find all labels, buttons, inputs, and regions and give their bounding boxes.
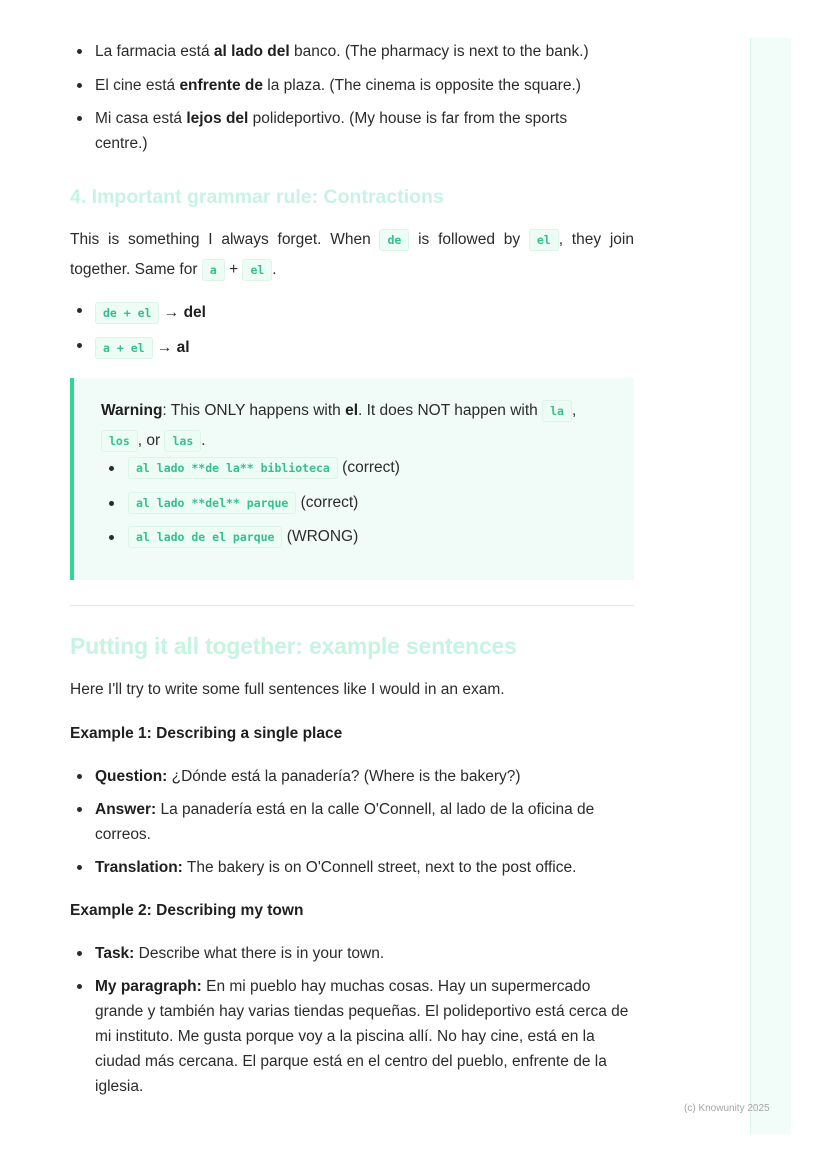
inline-code: al lado de el parque bbox=[128, 526, 282, 548]
inline-code: el bbox=[242, 259, 272, 281]
list-item bbox=[70, 73, 630, 98]
warning-body: , bbox=[571, 402, 577, 419]
item-label: Answer: bbox=[95, 801, 157, 818]
list-item bbox=[103, 520, 623, 555]
inline-code: los bbox=[101, 430, 138, 452]
item-text: The bakery is on O'Connell street, next to the post office. bbox=[182, 859, 577, 876]
item-label: Translation: bbox=[95, 859, 183, 876]
item-label: Question: bbox=[95, 768, 168, 785]
warning-body: , or bbox=[137, 432, 165, 449]
inline-code: al lado **de la** biblioteca bbox=[128, 457, 338, 479]
warning-text bbox=[101, 396, 621, 456]
list-item bbox=[70, 764, 630, 789]
para-text: , they join together. Same for bbox=[70, 231, 634, 278]
contractions-paragraph bbox=[70, 225, 634, 285]
item-text: La panadería está en la calle O'Connell, al lado de la oficina de correos. bbox=[95, 801, 595, 843]
list-item bbox=[70, 106, 595, 156]
item-bold: al lado del bbox=[213, 43, 290, 60]
list-item bbox=[103, 451, 623, 486]
example-note: (correct) bbox=[296, 493, 359, 511]
horizontal-divider bbox=[70, 605, 634, 606]
para-text: . bbox=[272, 261, 277, 278]
list-item bbox=[103, 486, 623, 521]
arrow-text: → bbox=[159, 304, 184, 321]
intro-list bbox=[70, 39, 630, 156]
item-text: Mi casa está bbox=[95, 110, 187, 127]
example-heading: Example 2: Describing my town bbox=[70, 902, 304, 919]
side-margin-strip bbox=[750, 38, 791, 1134]
item-text: La farmacia está bbox=[95, 43, 214, 60]
item-text: El cine está bbox=[95, 77, 180, 94]
list-item bbox=[70, 974, 634, 1099]
item-text: Describe what there is in your town. bbox=[134, 945, 385, 962]
item-text: ¿Dónde está la panadería? (Where is the bakery?) bbox=[167, 768, 521, 785]
warning-callout bbox=[70, 378, 634, 580]
para-text: is followed by bbox=[409, 231, 529, 248]
list-item bbox=[70, 333, 630, 363]
warning-body: . It does NOT happen with bbox=[358, 402, 543, 419]
item-text: la plaza. (The cinema is opposite the square.) bbox=[263, 77, 581, 94]
warning-bold: el bbox=[345, 402, 359, 419]
example-heading: Example 1: Describing a single place bbox=[70, 725, 343, 742]
item-label: Task: bbox=[95, 945, 135, 962]
list-item bbox=[70, 797, 615, 847]
inline-code: de + el bbox=[95, 302, 159, 324]
example2-list bbox=[70, 941, 634, 1099]
example-note: (WRONG) bbox=[282, 528, 359, 545]
inline-code: a + el bbox=[95, 337, 153, 359]
example-note: (correct) bbox=[337, 459, 400, 476]
warning-examples-list bbox=[103, 451, 623, 555]
item-bold: lejos del bbox=[186, 110, 249, 127]
arrow-text: → bbox=[152, 339, 177, 356]
list-item bbox=[70, 39, 630, 64]
contraction-result: del bbox=[183, 304, 206, 321]
inline-code: el bbox=[529, 229, 559, 251]
list-item bbox=[70, 941, 634, 966]
section-heading: 4. Important grammar rule: Contractions bbox=[70, 186, 444, 208]
item-text: polideportivo. (My house is far from the sports centre.) bbox=[95, 110, 568, 152]
inline-code: la bbox=[542, 400, 572, 422]
para-text: + bbox=[224, 261, 243, 278]
para-text: This is something I always forget. When bbox=[70, 231, 380, 248]
inline-code: al lado **del** parque bbox=[128, 492, 296, 514]
warning-body: . bbox=[201, 432, 206, 449]
warning-body: : This ONLY happens with bbox=[162, 402, 346, 419]
list-item bbox=[70, 855, 630, 880]
contraction-rules-list bbox=[70, 298, 630, 363]
contraction-result: al bbox=[176, 339, 190, 356]
inline-code: de bbox=[379, 229, 409, 251]
list-item bbox=[70, 298, 630, 328]
item-text: banco. (The pharmacy is next to the bank.) bbox=[289, 43, 589, 60]
example1-list bbox=[70, 764, 630, 880]
intro-paragraph: Here I'll try to write some full sentences like I would in an exam. bbox=[70, 681, 505, 698]
inline-code: las bbox=[164, 430, 201, 452]
item-label: My paragraph: bbox=[95, 978, 202, 995]
section-heading: Putting it all together: example sentences bbox=[70, 633, 517, 659]
item-text: En mi pueblo hay muchas cosas. Hay un supermercado grande y también hay varias tiendas pequeñas. El polideportivo está cerca de mi instituto. Me gusta porque voy a la piscina allí. No hay cine, está en la ciudad más cercana. El parque está en el centro del pueblo, enfrente de la iglesia. bbox=[95, 978, 629, 1095]
inline-code: a bbox=[202, 259, 225, 281]
warning-label: Warning bbox=[101, 402, 163, 419]
item-bold: enfrente de bbox=[179, 77, 263, 94]
copyright-footer: (c) Knowunity 2025 bbox=[684, 1103, 770, 1114]
